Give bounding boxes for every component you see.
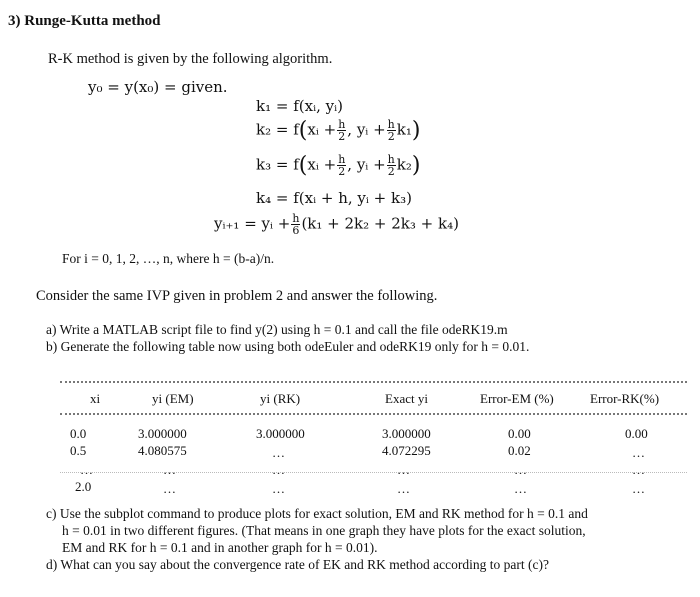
table-cell: 0.02	[508, 443, 531, 458]
for-line: For i = 0, 1, 2, …, n, where h = (b-a)/n.	[62, 251, 275, 266]
table-cell: …	[397, 481, 410, 496]
eq-k3-c: k₂	[396, 155, 412, 174]
table-top-rule	[60, 381, 687, 383]
eq-k2-a: xᵢ +	[307, 120, 337, 139]
table-cell: …	[272, 481, 285, 496]
col-header-yi-rk: yi (RK)	[260, 391, 301, 406]
question-c-line1: c) Use the subplot command to produce plots for exact solution, EM and RK method for h = 0.1 and	[46, 506, 588, 521]
table-cell: …	[514, 481, 527, 496]
table-cell: …	[632, 462, 645, 477]
question-d: d) What can you say about the convergence rate of EK and RK method according to part (c)?	[46, 557, 549, 572]
table-cell: 0.0	[70, 426, 87, 441]
col-header-error-rk: Error-RK(%)	[590, 391, 660, 406]
intro-text: R-K method is given by the following algorithm.	[48, 51, 333, 67]
table-cell: 0.00	[625, 426, 648, 441]
table-cell: …	[632, 481, 645, 496]
consider-text: Consider the same IVP given in problem 2 and answer the following.	[36, 288, 438, 304]
table-cell: 3.000000	[382, 426, 431, 441]
question-a: a) Write a MATLAB script file to find y(2) using h = 0.1 and call the file odeRK19.m	[46, 322, 508, 337]
eq-k2-c: k₁	[396, 120, 412, 139]
table-row-divider	[60, 472, 687, 473]
col-header-yi-em: yi (EM)	[152, 391, 194, 406]
eq-k3-left: k₃ = f	[256, 155, 299, 174]
question-b: b) Generate the following table now using both odeEuler and odeRK19 only for h = 0.01.	[46, 339, 530, 354]
table-cell: …	[272, 445, 285, 460]
eq-y-left: yᵢ₊₁ = yᵢ +	[214, 214, 291, 233]
table-cell: 4.072295	[382, 443, 431, 458]
table-cell: …	[514, 462, 527, 477]
eq-k3-b: , yᵢ +	[347, 155, 386, 174]
question-c-line2: h = 0.01 in two different figures. (That means in one graph they have plots for the exact solution,	[62, 523, 586, 538]
col-header-exact: Exact yi	[385, 391, 428, 406]
eq-k3-a: xᵢ +	[307, 155, 337, 174]
table-cell: 2.0	[75, 479, 92, 494]
eq-k2-b: , yᵢ +	[347, 120, 386, 139]
table-cell: …	[80, 462, 93, 477]
table-cell: 3.000000	[256, 426, 305, 441]
table-cell: …	[397, 462, 410, 477]
question-c-line3: EM and RK for h = 0.1 and in another graph for h = 0.01).	[62, 540, 378, 555]
table-cell: …	[272, 462, 285, 477]
table-cell: 0.00	[508, 426, 531, 441]
eq-k4: k₄ = f(xᵢ + h, yᵢ + k₃)	[256, 189, 412, 207]
table-cell: …	[632, 445, 645, 460]
table-cell: 0.5	[70, 443, 87, 458]
table-cell: 3.000000	[138, 426, 187, 441]
eq-y-update: yᵢ₊₁ = yᵢ + $\frac{h}{6}$ (k₁ + 2k₂ + 2k₃ + k₄)	[214, 212, 459, 237]
table-cell: …	[163, 462, 176, 477]
eq-k3: k₃ = f(xᵢ + $\frac{h}{2}$ , yᵢ + $\frac{h}{2}$ k₂)	[256, 153, 421, 178]
eq-k2-left: k₂ = f	[256, 120, 299, 139]
eq-k1: k₁ = f(xᵢ, yᵢ)	[256, 97, 343, 115]
table-header-rule	[60, 413, 687, 415]
col-header-xi: xi	[90, 391, 101, 406]
table-cell: 4.080575	[138, 443, 187, 458]
table-cell: …	[163, 481, 176, 496]
col-header-error-em: Error-EM (%)	[480, 391, 554, 406]
eq-k2: k₂ = f(xᵢ + $\frac{h}{2}$ , yᵢ + $\frac{h}{2}$ k₁)	[256, 118, 421, 143]
eq-y-right: (k₁ + 2k₂ + 2k₃ + k₄)	[301, 214, 459, 233]
initial-condition: y₀ = y(x₀) = given.	[88, 78, 228, 96]
section-title: 3) Runge-Kutta method	[8, 13, 161, 29]
